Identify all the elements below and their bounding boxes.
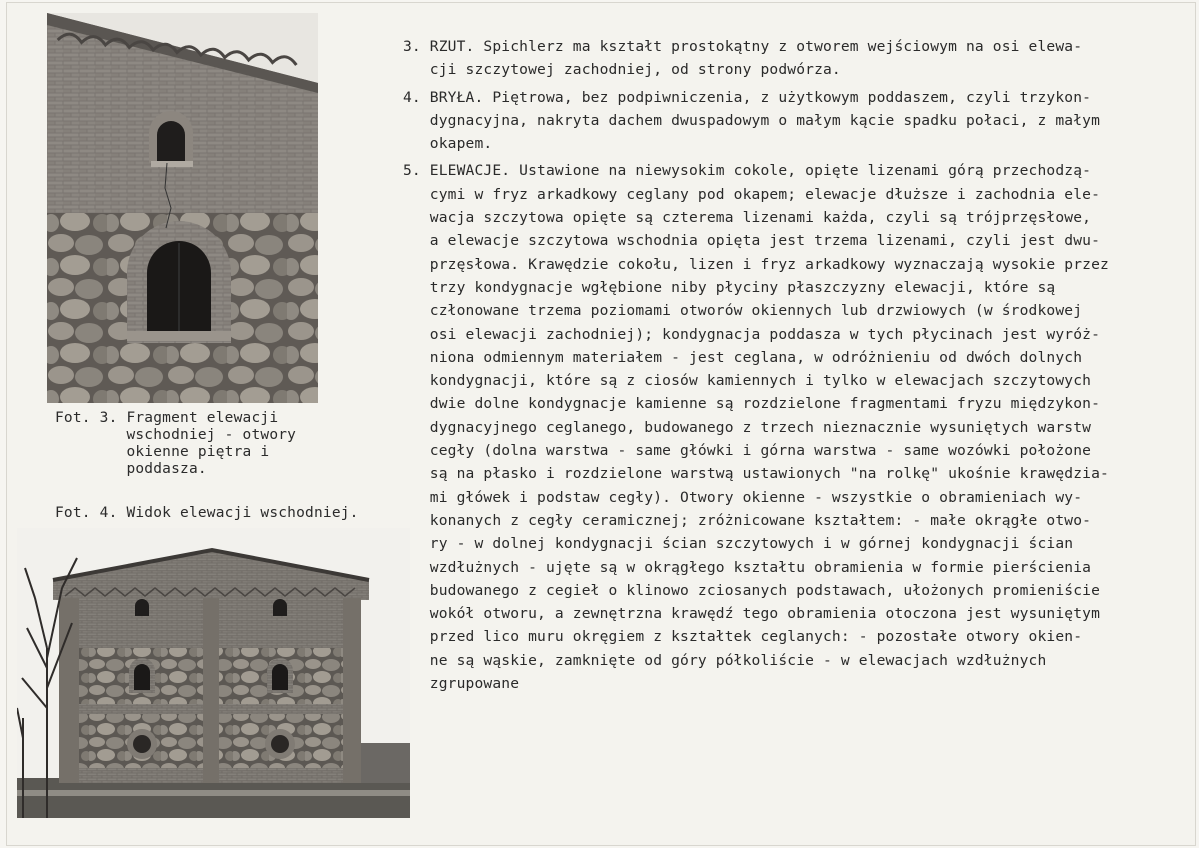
numbered-entry xyxy=(403,86,1193,156)
text-line: wokół otworu, a zewnętrzna krawędź tego obramienia otoczona jest wysuniętym xyxy=(403,605,1101,623)
text-line: konanych z cegły ceramicznej; zróżnicowane kształtem: - małe okrągłe otwo- xyxy=(403,511,1092,529)
text-line: ne są wąskie, zamknięte od góry półkoliście - w elewacjach wzdłużnych xyxy=(403,651,1047,669)
text-line: okapem. xyxy=(403,135,493,153)
caption-line: okienne piętra i xyxy=(55,444,270,460)
text-line: cymi w fryz arkadkowy ceglany pod okapem; elewacje dłuższe i zachodnia ele- xyxy=(403,185,1101,203)
caption-line: Fot. 3. Fragment elewacji xyxy=(55,410,279,426)
text-line: członowane trzema poziomami otworów okiennych lub drzwiowych (w środkowej xyxy=(403,302,1083,320)
text-line: cji szczytowej zachodniej, od strony podwórza. xyxy=(403,61,841,79)
caption-line: Fot. 4. Widok elewacji wschodniej. xyxy=(55,505,359,521)
photo-3-caption xyxy=(55,410,296,478)
text-line: przęsłowa. Krawędzie cokołu, lizen i fryz arkadkowy wyznaczają wysokie przez xyxy=(403,255,1109,273)
photo-fragment-east-facade xyxy=(47,13,318,403)
numbered-entry xyxy=(403,35,1193,82)
text-line: dygnacyjnego ceglanego, budowanego z trzech nieznacznie wysuniętych warstw xyxy=(403,418,1092,436)
text-line: a elewacje szczytowa wschodnia opięta jest trzema lizenami, czyli jest dwu- xyxy=(403,232,1101,250)
text-line: 3. RZUT. Spichlerz ma kształt prostokątny z otworem wejściowym na osi elewa- xyxy=(403,38,1083,55)
text-line: przed lico muru okręgiem z kształtek ceglanych: - pozostałe otwory okien- xyxy=(403,628,1083,646)
photo-4-caption xyxy=(55,505,359,522)
text-line: cegły (dolna warstwa - same główki i górna warstwa - same wozówki położone xyxy=(403,442,1092,460)
photo-4-image xyxy=(17,528,410,818)
text-line: wacja szczytowa opięte są czterema lizenami każda, czyli są trójprzęsłowe, xyxy=(403,209,1092,227)
text-line: osi elewacji zachodniej); kondygnacja poddasza w tych płycinach jest wyróż- xyxy=(403,325,1101,343)
text-line: 4. BRYŁA. Piętrowa, bez podpiwniczenia, z użytkowym poddaszem, czyli trzykon- xyxy=(403,88,1092,106)
text-line: trzy kondygnacje wgłębione niby płyciny płaszczyzny elewacji, które są xyxy=(403,278,1056,296)
document-text xyxy=(403,35,1193,699)
text-line: zgrupowane xyxy=(403,675,520,693)
caption-line: poddasza. xyxy=(55,461,207,477)
photo-east-facade-view xyxy=(17,528,410,818)
text-line: niona odmiennym materiałem - jest ceglana, w odróżnieniu od dwóch dolnych xyxy=(403,348,1083,366)
text-line: kondygnacji, które są z ciosów kamiennych i tylko w elewacjach szczytowych xyxy=(403,372,1092,390)
text-line: budowanego z cegieł o klinowo zciosanych podstawach, ułożonych promieniście xyxy=(403,581,1101,599)
text-line: wzdłużnych - ujęte są w okrągłego kształtu obramienia w formie pierścienia xyxy=(403,558,1092,576)
text-line: są na płasko i rozdzielone warstwą ustawionych "na rolkę" ukośnie krawędzia- xyxy=(403,465,1109,483)
numbered-entry xyxy=(403,159,1193,695)
text-line: dwie dolne kondygnacje kamienne są rozdzielone fragmentami fryzu międzykon- xyxy=(403,395,1101,413)
photo-3-image xyxy=(47,13,318,403)
text-line: mi główek i podstaw cegły). Otwory okienne - wszystkie o obramieniach wy- xyxy=(403,488,1083,506)
text-line: dygnacyjna, nakryta dachem dwuspadowym o małym kącie spadku połaci, z małym xyxy=(403,111,1101,129)
text-line: ry - w dolnej kondygnacji ścian szczytowych i w górnej kondygnacji ścian xyxy=(403,535,1074,553)
caption-line: wschodniej - otwory xyxy=(55,427,297,443)
text-line: 5. ELEWACJE. Ustawione na niewysokim cokole, opięte lizenami górą przechodzą- xyxy=(403,162,1092,180)
document-page xyxy=(6,2,1196,846)
